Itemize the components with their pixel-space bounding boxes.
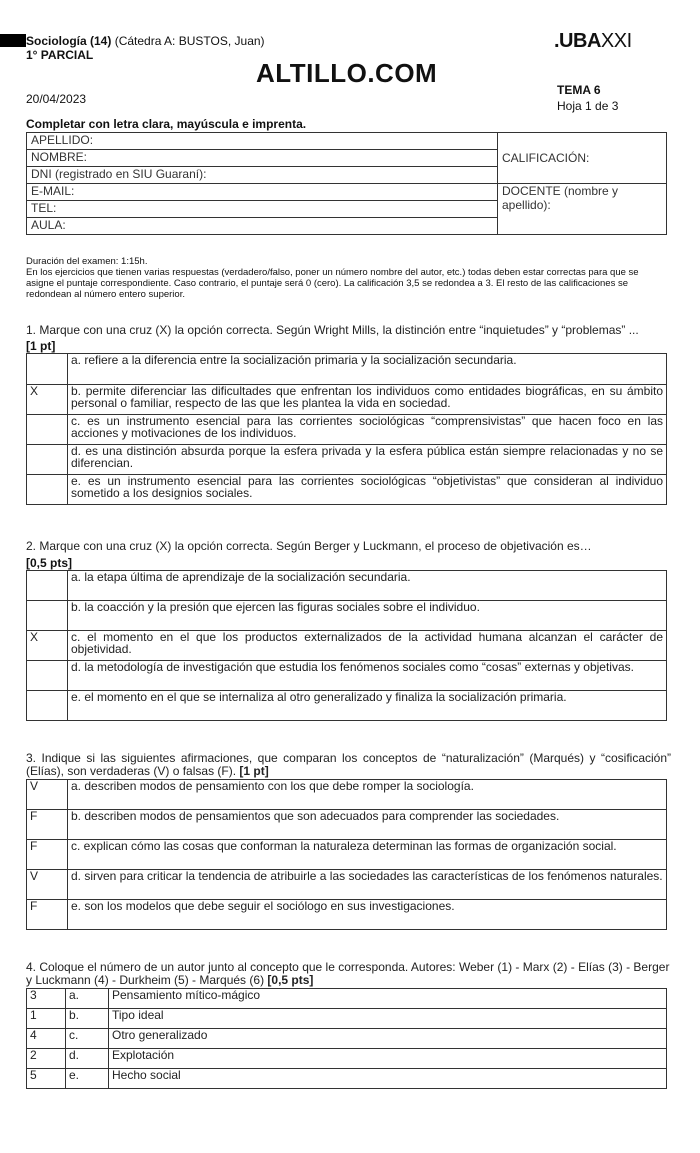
redaction-bar — [0, 34, 26, 47]
q4-answer[interactable]: 3 — [27, 989, 66, 1009]
q2-table — [26, 570, 667, 721]
q4-answer[interactable]: 5 — [27, 1069, 66, 1089]
q1-mark[interactable] — [27, 354, 68, 385]
q4-letter: e. — [66, 1069, 109, 1089]
q2-option: b. la coacción y la presión que ejercen las figuras sociales sobre el individuo. — [68, 601, 667, 631]
page-count: Hoja 1 de 3 — [557, 99, 619, 113]
exam-date: 20/04/2023 — [26, 92, 87, 106]
q4-points: [0,5 pts] — [267, 973, 314, 987]
q3-mark[interactable]: F — [27, 900, 68, 930]
q1-mark[interactable]: X — [27, 385, 68, 415]
q3-mark[interactable]: V — [27, 870, 68, 900]
q2-mark[interactable] — [27, 691, 68, 721]
q4-letter: b. — [66, 1009, 109, 1029]
dni-field[interactable]: DNI (registrado en SIU Guaraní): — [27, 167, 498, 184]
q3-points: [1 pt] — [239, 764, 269, 778]
q1-mark[interactable] — [27, 415, 68, 445]
site-watermark: ALTILLO.COM — [256, 58, 438, 88]
q2-option: e. el momento en el que se internaliza al otro generalizado y finaliza la socialización primaria. — [68, 691, 667, 721]
q4-table — [26, 988, 667, 1089]
q1-option: a. refiere a la diferencia entre la socialización primaria y la socialización secundaria. — [68, 354, 667, 385]
q1-mark[interactable] — [27, 445, 68, 475]
q3-title — [26, 752, 671, 778]
q4-letter: d. — [66, 1049, 109, 1069]
apellido-field[interactable]: APELLIDO: — [27, 133, 498, 150]
q3-statement: b. describen modos de pensamientos que son adecuados para comprender las sociedades. — [68, 810, 667, 840]
uba-logo-light: XXI — [600, 30, 632, 52]
docente-field[interactable]: DOCENTE (nombre y apellido): — [498, 184, 667, 235]
q1-option: b. permite diferenciar las dificultades que enfrentan los individuos como entidades biográficas, en su ámbito personal o familiar, respecto de las que les plantea la vida en sociedad. — [68, 385, 667, 415]
q2-mark[interactable] — [27, 601, 68, 631]
q2-mark[interactable] — [27, 661, 68, 691]
tel-field[interactable]: TEL: — [27, 201, 498, 218]
q2-option: a. la etapa última de aprendizaje de la socialización secundaria. — [68, 571, 667, 601]
subject-name: Sociología (14) — [26, 34, 112, 48]
duration-note: Duración del examen: 1:15h. — [26, 256, 148, 267]
q3-statement: a. describen modos de pensamiento con los que debe romper la sociología. — [68, 780, 667, 810]
q1-points: [1 pt] — [26, 339, 56, 353]
q3-mark[interactable]: F — [27, 840, 68, 870]
q4-concept: Otro generalizado — [109, 1029, 667, 1049]
q4-concept: Pensamiento mítico-mágico — [109, 989, 667, 1009]
q4-letter: c. — [66, 1029, 109, 1049]
q4-letter: a. — [66, 989, 109, 1009]
tema-label: TEMA 6 — [557, 83, 601, 97]
q4-answer[interactable]: 1 — [27, 1009, 66, 1029]
q1-mark[interactable] — [27, 475, 68, 505]
q2-points: [0,5 pts] — [26, 556, 73, 570]
q3-mark[interactable]: V — [27, 780, 68, 810]
grading-rules: En los ejercicios que tienen varias respuestas (verdadero/falso, poner un número nombre del autor, etc.) todas deben estar correctas para que se asigne el puntaje correspondiente. Caso contrario, el puntaje será 0 (cero). La calificación 3,5 se redondea a 3. El resto de las calificaciones se redondean al número entero superior. — [26, 267, 639, 300]
q2-option: d. la metodología de investigación que estudia los fenómenos sociales como “cosas” externas y objetivas. — [68, 661, 667, 691]
q1-option: d. es una distinción absurda porque la esfera privada y la esfera pública están siempre relacionadas y no se diferencian. — [68, 445, 667, 475]
subject-line — [26, 34, 265, 48]
calificacion-field[interactable]: CALIFICACIÓN: — [498, 133, 667, 184]
q2-mark[interactable]: X — [27, 631, 68, 661]
q3-table — [26, 779, 667, 930]
q4-concept: Hecho social — [109, 1069, 667, 1089]
q4-answer[interactable]: 4 — [27, 1029, 66, 1049]
q1-title: 1. Marque con una cruz (X) la opción correcta. Según Wright Mills, la distinción entre “inquietudes” y “problemas” ... — [26, 323, 639, 337]
q3-statement: c. explican cómo las cosas que conforman la naturaleza determinan las formas de organización social. — [68, 840, 667, 870]
q3-title-text: 3. Indique si las siguientes afirmaciones, que comparan los conceptos de “naturalización” (Marqués) y “cosificación” (Elías), son verdaderas (V) o falsas (F). — [26, 751, 671, 778]
q2-mark[interactable] — [27, 571, 68, 601]
nombre-field[interactable]: NOMBRE: — [27, 150, 498, 167]
q4-title-text: 4. Coloque el número de un autor junto al concepto que le corresponda. Autores: Weber (1) - Marx (2) - Elías (3) - Berger y Luckmann (4) - Durkheim (5) - Marqués (6) — [26, 960, 670, 987]
exam-notes — [26, 256, 666, 300]
uba-logo — [554, 30, 632, 53]
q4-concept: Tipo ideal — [109, 1009, 667, 1029]
q3-mark[interactable]: F — [27, 810, 68, 840]
instruction: Completar con letra clara, mayúscula e imprenta. — [26, 117, 307, 131]
q4-answer[interactable]: 2 — [27, 1049, 66, 1069]
q1-option: e. es un instrumento esencial para las corrientes sociológicas “objetivistas” que consideran al individuo sometido a los designios sociales. — [68, 475, 667, 505]
q2-option: c. el momento en el que los productos externalizados de la actividad humana alcanzan el carácter de objetividad. — [68, 631, 667, 661]
q1-option: c. es un instrumento esencial para las corrientes sociológicas “comprensivistas” que hacen foco en las acciones y motivaciones de los individuos. — [68, 415, 667, 445]
student-id-form — [26, 132, 667, 235]
q2-title: 2. Marque con una cruz (X) la opción correcta. Según Berger y Luckmann, el proceso de objetivación es… — [26, 539, 592, 553]
subject-chair: (Cátedra A: BUSTOS, Juan) — [111, 34, 265, 48]
email-field[interactable]: E-MAIL: — [27, 184, 498, 201]
q3-statement: e. son los modelos que debe seguir el sociólogo en sus investigaciones. — [68, 900, 667, 930]
q3-statement: d. sirven para criticar la tendencia de atribuirle a las sociedades las características de los fenómenos naturales. — [68, 870, 667, 900]
q1-table — [26, 353, 667, 505]
q4-title — [26, 961, 671, 987]
q4-concept: Explotación — [109, 1049, 667, 1069]
exam-name: 1° PARCIAL — [26, 48, 94, 62]
uba-logo-bold: .UBA — [554, 30, 601, 52]
aula-field[interactable]: AULA: — [27, 218, 498, 235]
